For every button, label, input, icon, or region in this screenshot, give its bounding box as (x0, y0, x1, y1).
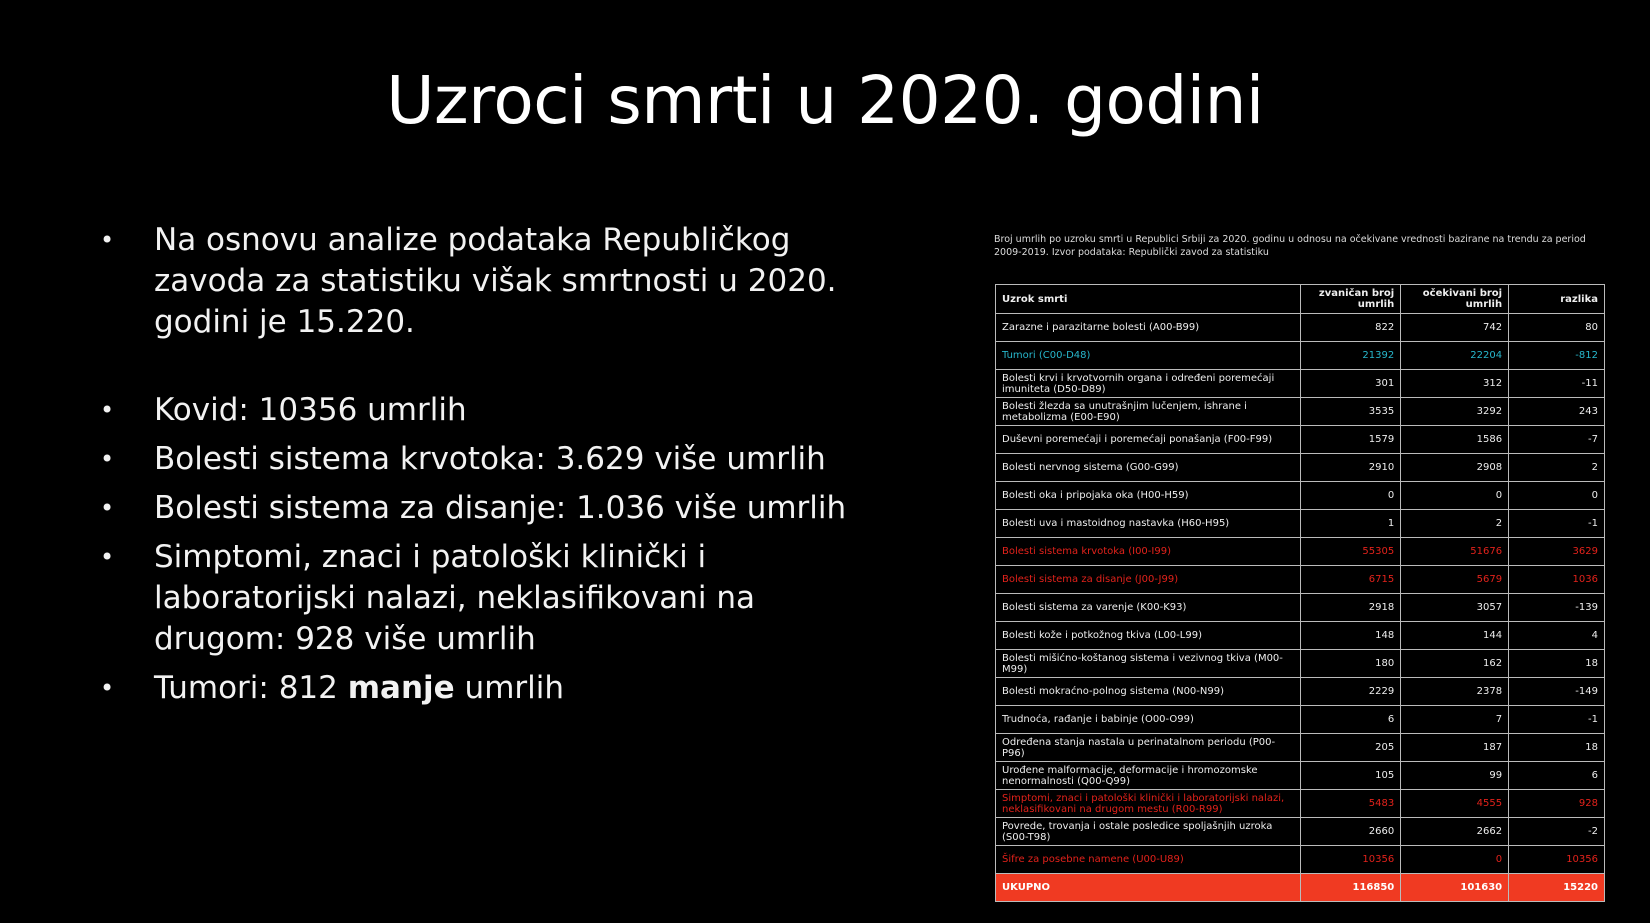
cell-expected-value: 3057 (1476, 601, 1503, 613)
bullet-item (96, 668, 896, 709)
table-row (996, 510, 1605, 538)
table-row (996, 706, 1605, 734)
cell-cause (996, 706, 1301, 734)
cell-official-value: 3535 (1368, 406, 1395, 417)
cell-expected (1401, 678, 1509, 706)
cell-official-value: 180 (1375, 658, 1395, 669)
cell-expected-value: 187 (1483, 741, 1503, 753)
cell-cause-value: Određena stanja nastala u perinatalnom periodu (P00-P96) (1002, 736, 1276, 759)
cell-official-value: 6 (1387, 714, 1395, 725)
cell-expected (1401, 482, 1509, 510)
table-row (996, 454, 1605, 482)
cell-expected-value: 7 (1495, 713, 1503, 725)
cell-cause (996, 510, 1301, 538)
cell-expected (1401, 398, 1509, 426)
cell-official-value: 148 (1375, 630, 1395, 641)
cell-expected-value: 312 (1483, 377, 1503, 389)
cell-cause-value: Bolesti oka i pripojaka oka (H00-H59) (1002, 490, 1189, 501)
cell-official (1301, 454, 1401, 482)
cell-expected (1401, 594, 1509, 622)
cell-difference-value: 15220 (1563, 881, 1598, 893)
cell-difference-value: -149 (1575, 685, 1598, 697)
cell-difference (1509, 678, 1605, 706)
cell-difference (1509, 538, 1605, 566)
bullet-icon: • (100, 494, 115, 522)
cell-expected-value: 2662 (1476, 825, 1503, 837)
table-row (996, 538, 1605, 566)
cell-difference-value: 1036 (1572, 573, 1598, 585)
table-row (996, 650, 1605, 678)
cell-difference (1509, 566, 1605, 594)
cell-official-value: 55305 (1362, 546, 1395, 557)
cell-cause (996, 818, 1301, 846)
cell-official (1301, 706, 1401, 734)
cell-expected-value: 51676 (1470, 545, 1503, 557)
bullet-icon: • (100, 543, 115, 571)
cell-difference-value: -11 (1581, 377, 1598, 389)
cell-expected-value: 1586 (1476, 433, 1503, 445)
cell-difference-value: -1 (1588, 713, 1598, 725)
cell-official (1301, 650, 1401, 678)
bullet-item (96, 439, 896, 480)
cell-official-value: 10356 (1362, 854, 1395, 865)
cell-official-value: 1 (1387, 518, 1395, 529)
cell-difference-value: 0 (1591, 489, 1598, 501)
bullet-icon: • (100, 226, 115, 254)
cell-expected (1401, 566, 1509, 594)
cell-difference-value: 18 (1585, 741, 1598, 753)
causes-of-death-table (995, 284, 1605, 902)
cell-cause-value: Simptomi, znaci i patološki klinički i laboratorijski nalazi, neklasifikovani na drugom mestu (R00-R99) (1002, 792, 1285, 815)
cell-cause-value: Bolesti sistema krvotoka (I00-I99) (1002, 546, 1171, 557)
cell-cause-value: Bolesti uva i mastoidnog nastavka (H60-H95) (1002, 518, 1230, 529)
cell-expected-value: 101630 (1460, 881, 1503, 893)
cell-expected-value: 162 (1483, 657, 1503, 669)
cell-difference-value: 4 (1591, 629, 1598, 641)
cell-cause (996, 370, 1301, 398)
cell-cause-value: Bolesti kože i potkožnog tkiva (L00-L99) (1002, 630, 1202, 641)
cell-difference (1509, 818, 1605, 846)
cell-official-value: 205 (1375, 742, 1395, 753)
cell-cause-value: Zarazne i parazitarne bolesti (A00-B99) (1002, 322, 1200, 333)
cell-expected (1401, 342, 1509, 370)
table-row (996, 342, 1605, 370)
table-row (996, 398, 1605, 426)
cell-cause-value: Urođene malformacije, deformacije i hromozomske nenormalnosti (Q00-Q99) (1002, 764, 1258, 787)
table-row (996, 762, 1605, 790)
table-caption: Broj umrlih po uzroku smrti u Republici Srbiji za 2020. godinu u odnosu na očekivane vrednosti bazirane na trendu za period 2009-2019. Izvor podataka: Republički zavod za statistiku (994, 234, 1586, 258)
cell-difference (1509, 370, 1605, 398)
cell-expected (1401, 622, 1509, 650)
cell-expected-value: 5679 (1476, 573, 1503, 585)
bullet-text: Bolesti sistema krvotoka: 3.629 više umrlih (154, 441, 826, 477)
header-cause: Uzrok smrti (996, 285, 1301, 314)
cell-cause (996, 790, 1301, 818)
cell-cause (996, 566, 1301, 594)
cell-official-value: 822 (1375, 322, 1395, 333)
cell-difference (1509, 762, 1605, 790)
cell-difference (1509, 342, 1605, 370)
cell-official (1301, 678, 1401, 706)
cell-difference (1509, 482, 1605, 510)
table-row (996, 426, 1605, 454)
cell-official (1301, 566, 1401, 594)
cell-difference (1509, 398, 1605, 426)
cell-expected (1401, 706, 1509, 734)
cell-difference-value: 3629 (1572, 545, 1598, 557)
cell-expected (1401, 734, 1509, 762)
table-row (996, 790, 1605, 818)
cell-expected (1401, 874, 1509, 902)
cell-cause-value: Bolesti mokraćno-polnog sistema (N00-N99) (1002, 686, 1225, 697)
cell-expected-value: 2 (1495, 517, 1503, 529)
cell-official (1301, 874, 1401, 902)
cell-expected (1401, 762, 1509, 790)
table-row (996, 874, 1605, 902)
cell-difference-value: 6 (1591, 769, 1598, 781)
cell-cause-value: Trudnoća, rađanje i babinje (O00-O99) (1002, 714, 1194, 725)
cell-difference (1509, 734, 1605, 762)
cell-cause-value: Bolesti sistema za varenje (K00-K93) (1002, 602, 1187, 613)
bullet-item (96, 390, 896, 431)
bullet-text: Simptomi, znaci i patološki klinički i laboratorijski nalazi, neklasifikovani na drugom: 928 više umrlih (154, 539, 755, 657)
cell-official (1301, 482, 1401, 510)
cell-official (1301, 594, 1401, 622)
cell-official-value: 0 (1387, 490, 1395, 501)
cell-official (1301, 510, 1401, 538)
cell-expected (1401, 650, 1509, 678)
cell-expected-value: 144 (1483, 629, 1503, 641)
cell-difference-value: 2 (1591, 461, 1598, 473)
cell-official-value: 301 (1375, 378, 1395, 389)
cell-official-value: 105 (1375, 770, 1395, 781)
cell-cause-value: Bolesti krvi i krvotvornih organa i određeni poremećaji imuniteta (D50-D89) (1002, 372, 1275, 395)
header-expected: očekivani broj umrlih (1401, 285, 1509, 314)
header-difference: razlika (1509, 285, 1605, 314)
cell-cause-value: Bolesti sistema za disanje (J00-J99) (1002, 574, 1179, 585)
bullet-text-prefix: Tumori: 812 (154, 670, 348, 706)
cell-cause (996, 762, 1301, 790)
cell-official (1301, 790, 1401, 818)
cell-official (1301, 734, 1401, 762)
header-official: zvaničan broj umrlih (1301, 285, 1401, 314)
cell-difference-value: -1 (1588, 517, 1598, 529)
bullet-icon: • (100, 445, 115, 473)
cell-expected-value: 2908 (1476, 461, 1503, 473)
cell-cause (996, 622, 1301, 650)
cell-difference-value: -2 (1588, 825, 1598, 837)
bullet-item (96, 220, 896, 343)
cell-official (1301, 398, 1401, 426)
cell-official (1301, 846, 1401, 874)
cell-official-value: 2918 (1368, 602, 1395, 613)
cell-difference (1509, 314, 1605, 342)
cell-difference-value: -7 (1588, 433, 1598, 445)
cell-expected (1401, 818, 1509, 846)
cell-cause-value: Bolesti nervnog sistema (G00-G99) (1002, 462, 1179, 473)
bullet-icon: • (100, 396, 115, 424)
cell-official (1301, 622, 1401, 650)
cell-difference (1509, 874, 1605, 902)
cell-difference-value: 10356 (1566, 853, 1598, 865)
cell-expected-value: 4555 (1476, 797, 1503, 809)
bullet-text: Kovid: 10356 umrlih (154, 392, 467, 428)
bullet-list (96, 220, 896, 717)
cell-cause (996, 538, 1301, 566)
cell-expected-value: 742 (1483, 321, 1503, 333)
cell-official (1301, 342, 1401, 370)
cell-expected (1401, 454, 1509, 482)
cell-official-value: 2229 (1368, 686, 1395, 697)
cell-official-value: 116850 (1352, 882, 1395, 893)
cell-difference-value: 80 (1585, 321, 1598, 333)
table-row (996, 314, 1605, 342)
cell-difference-value: 243 (1578, 405, 1598, 417)
cell-official (1301, 370, 1401, 398)
cell-cause (996, 342, 1301, 370)
cell-cause-value: Šifre za posebne namene (U00-U89) (1002, 854, 1184, 865)
cell-official (1301, 538, 1401, 566)
cell-difference (1509, 622, 1605, 650)
cell-official (1301, 314, 1401, 342)
cell-official (1301, 426, 1401, 454)
cell-official (1301, 762, 1401, 790)
cell-difference (1509, 706, 1605, 734)
cell-difference (1509, 426, 1605, 454)
cell-difference (1509, 594, 1605, 622)
cell-expected-value: 0 (1495, 489, 1503, 501)
cell-difference-value: 18 (1585, 657, 1598, 669)
cell-official-value: 5483 (1368, 798, 1395, 809)
bullet-item (96, 488, 896, 529)
bullet-text: Bolesti sistema za disanje: 1.036 više umrlih (154, 490, 847, 526)
cell-difference (1509, 510, 1605, 538)
table-row (996, 594, 1605, 622)
cell-cause-value: Duševni poremećaji i poremećaji ponašanja (F00-F99) (1002, 434, 1273, 445)
cell-cause (996, 454, 1301, 482)
cell-official-value: 1579 (1368, 434, 1395, 445)
table-row (996, 566, 1605, 594)
table-row (996, 622, 1605, 650)
cell-expected-value: 3292 (1476, 405, 1503, 417)
cell-expected-value: 22204 (1470, 349, 1503, 361)
cell-expected (1401, 846, 1509, 874)
cell-cause-value: Bolesti mišićno-koštanog sistema i vezivnog tkiva (M00-M99) (1002, 652, 1283, 675)
cell-cause (996, 594, 1301, 622)
table-row (996, 482, 1605, 510)
bullet-text-emphasis: manje (347, 670, 455, 706)
cell-cause (996, 874, 1301, 902)
cell-expected (1401, 426, 1509, 454)
table-row (996, 734, 1605, 762)
bullet-text-suffix: umrlih (454, 670, 565, 706)
cell-cause-value: UKUPNO (1002, 882, 1051, 893)
cell-official-value: 6715 (1368, 574, 1395, 585)
cell-expected-value: 0 (1495, 853, 1503, 865)
table-body (996, 314, 1605, 902)
cell-cause-value: Tumori (C00-D48) (1002, 350, 1091, 361)
table-row (996, 370, 1605, 398)
table-row (996, 818, 1605, 846)
cell-difference-value: 928 (1578, 797, 1598, 809)
cell-cause-value: Povrede, trovanja i ostale posledice spoljašnjih uzroka (S00-T98) (1002, 820, 1273, 843)
cell-difference (1509, 650, 1605, 678)
cell-expected (1401, 510, 1509, 538)
slide-title: Uzroci smrti u 2020. godini (386, 62, 1264, 139)
cell-expected (1401, 370, 1509, 398)
cell-cause (996, 846, 1301, 874)
cell-cause-value: Bolesti žlezda sa unutrašnjim lučenjem, ishrane i metabolizma (E00-E90) (1002, 400, 1247, 423)
cell-expected (1401, 314, 1509, 342)
cell-official-value: 2660 (1368, 826, 1395, 837)
cell-official-value: 21392 (1362, 350, 1395, 361)
cell-difference-value: -812 (1575, 349, 1598, 361)
cell-difference-value: -139 (1575, 601, 1598, 613)
cell-cause (996, 426, 1301, 454)
table-row (996, 846, 1605, 874)
cell-cause (996, 314, 1301, 342)
bullet-text: Na osnovu analize podataka Republičkog zavoda za statistiku višak smrtnosti u 2020. godini je 15.220. (154, 222, 837, 340)
cell-cause (996, 398, 1301, 426)
bullet-item (96, 537, 896, 660)
cell-cause (996, 650, 1301, 678)
cell-expected-value: 99 (1489, 769, 1503, 781)
cell-cause (996, 678, 1301, 706)
table-row (996, 678, 1605, 706)
cell-expected-value: 2378 (1476, 685, 1503, 697)
cell-official (1301, 818, 1401, 846)
cell-expected (1401, 538, 1509, 566)
cell-cause (996, 482, 1301, 510)
cell-official-value: 2910 (1368, 462, 1395, 473)
cell-difference (1509, 790, 1605, 818)
cell-difference (1509, 454, 1605, 482)
cell-expected (1401, 790, 1509, 818)
bullet-icon: • (100, 674, 115, 702)
cell-difference (1509, 846, 1605, 874)
cell-cause (996, 734, 1301, 762)
table-header-row (996, 285, 1605, 314)
